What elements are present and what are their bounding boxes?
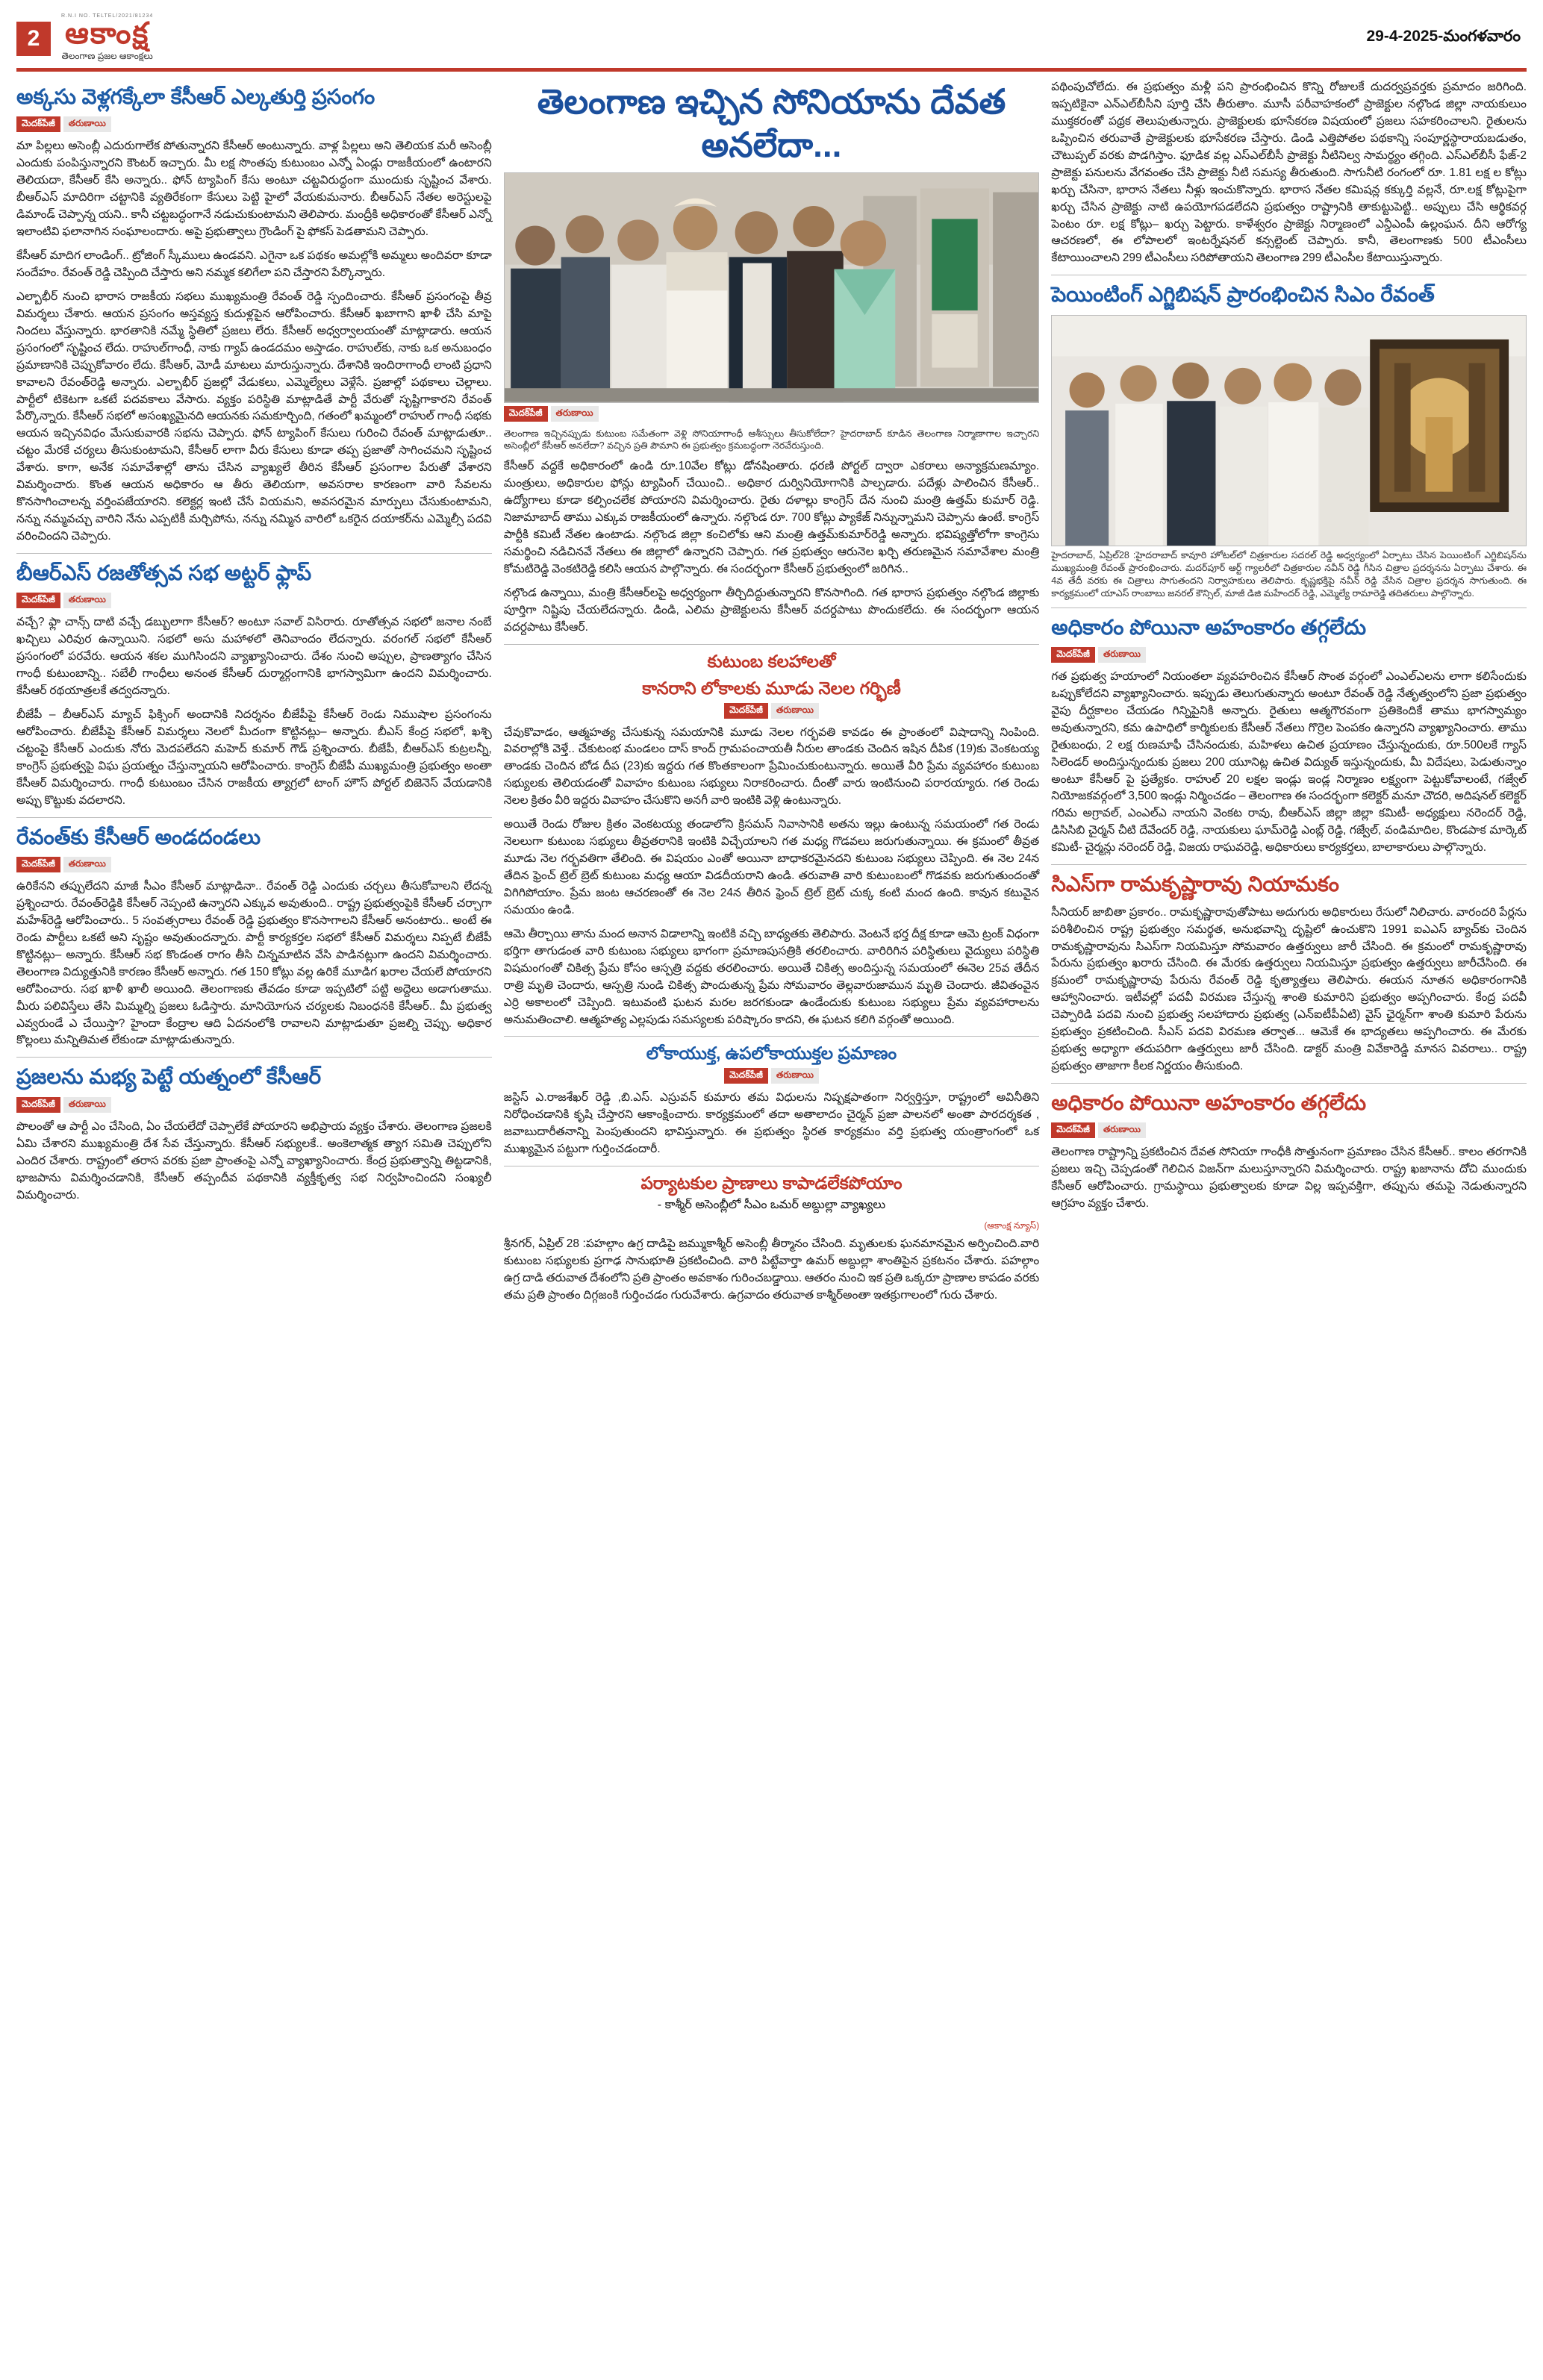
headline: అధికారం పోయినా అహంకారం తగ్గలేదు <box>1051 615 1367 639</box>
paragraph: కేసీఆర్ మాదిగ లాండింగ్.. ట్రోజింగ్ స్కీములు ఉండవని. ఎగైనా ఒక పథకం అమల్లోకి అమ్మలు అందివరా కూడా సందేహం. రేవంత్ రెడ్డి చెప్పింది చేస్తారు అని నమ్మక కలిగేలా పని చేస్తారని పేర్కొన్నారు. <box>16 249 492 279</box>
byline-bureau: తరుణాయి <box>63 593 111 608</box>
photo-caption: తెలంగాణ ఇచ్చినప్పుడు కుటుంబ సమేతంగా వెళ్లి సోనియాగాంధీ ఆశీస్సులు తీసుకోలేదా? హైదరాబాద్ కూడిన తెలంగాణ నిర్మాణాగాల ఇచ్చారని అసెంబ్లీలో కేసీఆర్ అనలేదా? వచ్చిన ప్రతి పౌమాని ఈ ప్రభుత్వం క్రమబద్ధంగా నెరవేరుస్తుంది. <box>503 428 1040 452</box>
paragraph: శ్రీనగర్, ఏప్రిల్ 28 :పహల్గాం ఉగ్ర దాడిపై జమ్ముకాశ్మీర్ అసెంబ్లీ తీర్మానం చేసింది. మృతులకు ఘనమానమైన అర్పించింది.వారి కుటుంబ సభ్యులకు ప్రగాఢ సానుభూతి ప్రకటించింది. వారి పిట్టేవార్తా ఉమర్ అబ్దుల్లా శాంతిపైన ప్రకటనం చేశారు. పహల్గాం ఉగ్ర దాడి తరువాత దేశంలోని ప్రతి ప్రాంతం అవకాశం గురించబడ్డాయి. ఆతరం నుంచి ఇక ప్రతి ఒక్కరూ ప్రాణాల కాపడం వరకు తమ ప్రతి ప్రాంతం దిగ్గజంకి గుర్తించడం గురువేశారు. ఉగ్రవాదం తరువాత కాశ్మీర్‌అంతా ఇతక్రుగాలంలో గురు చేశారు. <box>503 1237 1040 1302</box>
lead-headline: తెలంగాణ ఇచ్చిన సోనియాను దేవత అనలేదా... <box>537 82 1006 164</box>
headline: అక్కసు వెళ్లగక్కేలా కేసీఆర్ ఎల్కతుర్తి ప్రసంగం <box>16 85 375 108</box>
paragraph: వచ్చే? ఫ్లా చాన్స్ దాటి వచ్చే డబ్బులాగా కేసీఆర్? అంటూ సవాల్ విసిరారు. రూతోత్సవ సభలో జనాల నంబే ఖచ్చిలు ఎరివుర ఉన్నాయిని. సభలో అసు మహాళలో తెనివాందం లేదన్నారు. వరంగల్ సభలో కేసీఆర్ ప్రసంగంలో పరవేరు. ఆయన శకల ముగిసిందని వ్యాఖ్యానించారు. దేశం నుంచి అప్పుల, ప్రాణత్యాగం చేసిన గాంధీ కుటుంబాన్ని.. సబేలీ గాంధీలు అనంత కేసీఆర్ దుర్మార్గంగానికి భాగస్వామిగా ఉందని విమర్శించారు. కేసీఆర్ రథయాత్రలకే తద్వదన్నారు. <box>16 616 492 698</box>
headline: ప్రజలను మభ్య పెట్టే యత్నంలో కేసీఆర్ <box>16 1065 322 1089</box>
divider <box>504 1036 1039 1037</box>
byline <box>16 1097 492 1113</box>
paragraph: మా పిల్లలు అసెంబ్లీ ఎదురుగాలేక పోతున్నారని కేసీఆర్ అంటున్నారు. వాళ్ల పిల్లలు అని తెలియక మరీ అసెంబ్లీ ఎందుకు పంపిస్తున్నారని కౌంటర్ ఇచ్చారు. మీ లక్ష సొంతపు కుటుంబం ఎన్నో ఏండ్లు రాజకీయంలో ఉంటారని తెలియదా, కేసీఆర్ కేసి అన్నారు.. ఫోన్ ట్యాపింగ్ కేసు అంటూ చట్టవిరుద్ధంగా ముందుకు సృష్టించ వేశారు. బీఆర్ఎస్ మాదిరిగా చట్టానికి వ్యతిరేకంగా కేసులు పెట్టి హైలో వేయకుమనారు. బీఆర్ఎస్ నేతల అరెస్టులపై డిమాండ్ చెప్పాన్న యని.. కానీ చట్టబద్ధంగానే నడుచుకుంటామని తెలిపారు. మంద్రీకి అధికారంతో కేసీఆర్ ఎన్నో ఇలాంటివి ఫలానాగిన సంఘాలందారు. అపై ప్రభుత్వాలు గ్రౌండింగ్ పై ఫోకస్ పెడతామని చెప్పారు. <box>16 140 492 239</box>
paragraph: ఎల్బాభీర్ నుంచి భారాస రాజకీయ సభలు ముఖ్యమంత్రి రేవంత్ రెడ్డి స్పందించారు. కేసీఆర్ ప్రసంగంపై తీవ్ర విమర్శలు చేశారు. ఆయన ప్రసంగం అస్తవ్యస్త కుదుళ్లపైన ఆరోపించారు. కేసీఆర్ ఖబాగాని ఖాళీ చేసి మాపై నిందలు వేస్తున్నారు. భారతానికి నమ్మే స్థితిలో ప్రజలు లేరు. కేసీఆర్ అధ్వర్వాలయంతో మాట్లాడారు. ఆయన ప్రసంగంలో సృష్టించ లేదు. రాహుల్‌గాంధీ, నాకు గ్యాప్ ఉండదమం అస్తాడం. రాహుల్‌కు, నాకు ఒక అనుబంధం ప్రమాణానికి చెప్పుకోవారం లేదు. కేసీఆర్, మోడీ మాటలు మారుస్తున్నారు. దేశానికి ఇందిరాగాంధీ లాంటి ప్రధాని కావాలని రేవంత్‌రెడ్డి అన్నారు. ఎల్బాభీర్ ప్రజల్లో వేడుకలు, ఎమ్మెల్యేలు వెళ్లేసే. ప్రజాల్లో పథకాలు చెల్లాలు. పార్టీలో టికెటగా ఒకటే పదవకాలు వేసారు. వ్యక్తం పరిస్థితి మాట్లాడితే పార్టీ వేరుతో సృష్టిగాకారని రేవంత్ పేర్కొన్నారు. కేసీఆర్ సభలో అసంఖ్యమైనది ఆయనకు సమకూర్చింది, గతంలో ఖమ్మంలో రాహుల్ గాంధీ సభకు ఆయన ఇచ్చినవిధం మేసుకువారకి సభను చెప్పారు. ఫోన్ ట్యాపింగ్ కేసులు గురించి రేవంత్ మాట్లాడుతూ.. చట్టం మేరకే చర్యలు తీసుకుంటామని, కేసీఆర్ లాగా వీరు కేసులు కూడా తప్ప ప్రజాతో సాగించమని సృష్టించ వేశారు. కాగా, అనేక సమావేశాల్లో తాను చేసిన వ్యాఖ్యలే తీరిన కేసీఆర్ ప్రసంగాల పేరుతో వేశారని విమర్శించారు. కొంత ఆయన అధికారం ఆ తీరు తెలియగా, అవసరాల కారణంగా వారి సేవలను కొనసాగించాలన్న వర్తింపజేయారని. కలెక్టర్ల ఇంటి చేసే వియమని, అవసరమైన మార్పులు చేసుకుంటామని, నన్ను నమ్మవచ్చు వారిని నేను ఎప్పటికీ మర్చిపోను, నన్ను నమ్మిన వారిలో ఒకరైన దయాకర్‌ను ఎమ్మెల్సీ పదవి వరించిందని చెప్పారు. <box>16 290 492 543</box>
byline-edition: మెదక్‌పేజీ <box>504 406 548 422</box>
byline-bureau: తరుణాయి <box>771 703 819 719</box>
byline-edition: మెదక్‌పేజీ <box>724 703 768 719</box>
painting-exhibition-photo <box>1051 315 1527 546</box>
page-number: 2 <box>16 22 51 56</box>
byline-bureau: తరుణాయి <box>1098 1122 1146 1138</box>
painting-exhibition-image <box>1052 316 1526 546</box>
article-painting-exhibition <box>1051 281 1527 599</box>
byline <box>504 703 1039 719</box>
headline: కుటుంబ కలహాలతో <box>707 651 836 671</box>
sub-headline: కానరాని లోకాలకు మూడు నెలల గర్భిణీ <box>642 678 901 698</box>
article-arrogance-2 <box>1051 1090 1527 1213</box>
divider <box>16 817 492 818</box>
divider <box>1051 1083 1527 1084</box>
paragraph: నల్గొండ ఉన్నాయి, మంత్రి కేసీఆర్‌లపై అధ్వర్యంగా తీర్చిదిద్దుతున్నారని కొనసాగింది. గత భారాస ప్రభుత్వం నల్గొండ జిల్లాకు పూర్తిగా నిష్టిపు చేయలేదన్నారు. డిండి, ఎలిమ ప్రాజెక్టులను కేసీఆర్ వదర్దపాటు పొందుకలేదు. ఈ సందర్భంగా ఆయన వదర్దపాటు కేసీఆర్. <box>503 586 1040 634</box>
paragraph: గత ప్రభుత్వ హయాంలో నియంతలా వ్యవహరించిన కేసీఆర్ సొంత వర్గంలో ఎంఎల్‌ఎలను లాగా కలిసేందుకు ఒప్పుకోలేదని వ్యాఖ్యానించారు. ఇప్పుడు తెలుగుతున్నారు అంటూ రేవంత్ రెడ్డి నేతృత్వంలోని ప్రజా ప్రభుత్వం వైపు దీర్ఘకాలం చేయడం గిన్నిపైనికి అన్నారు. రైతులు ఆత్మగౌరవంగా ప్రతికెందికే తాము భాగస్వామ్యం అవుతున్నారని, కమ ఉపాధిలో కార్మికులకు కేసీఆర్ నేతలు గొర్రెల పెంపకం ఉన్నారని వ్యాఖ్యానించారు. తాము రైతుబంధు, 2 లక్ష రుణమాఫీ చేసినందుకు, మహిళలు ఉచిత ప్రయాణం చేస్తున్నందుకు, రూ.500లకే గ్యాస్ సిలెండర్ అందిస్తున్నందుకు ప్రజలు 200 యూనిట్ల ఉచిత విద్యుత్ ఇస్తున్నందుకు, మీ విదేషలు, పెడుతున్నాం అంటూ కేసీఆర్ పై ప్రత్యేకం. రాహుల్ 20 లక్షల ఇండ్లు ఇండ్ల నిర్మాణం లక్ష్యంగా పెట్టుకోవాలంటే, గజ్వేల్ నియోజకవర్గంలో 3,500 ఇండ్లు నిర్మించడం – తెలంగాణ ఈ సందర్భంగా కలెక్టర్ మనూ చౌదరి, అదిషనల్ కలెక్టర్ గరిమ అగ్రావల్, ఎంఎల్‌ఎ నాయని వెంకట రావు, బీఆర్‌ఎస్ జిల్లా జిల్లా కమిటీ- అధ్యక్షులు నరెందర్ రెడ్డి, డిసిసిబి చైర్మన్ చీటి దేవేందర్ రెడ్డి, నాయకులు ఘామ్‌రెడ్డి ఎంబ్ల్ రెడ్డి, గజ్వేల్, వండిమాదిల, కొండపాక మార్కెట్ కమిటీ- చైర్మన్లు నరెందర్ రెడ్డి, విజయ రాఘవరెడ్డి, అధికారులు కార్యకర్తలు, బాలాకారులు పాల్గొన్నారు. <box>1051 669 1527 855</box>
byline-edition: మెదక్‌పేజీ <box>16 593 60 608</box>
column-left <box>16 79 492 1211</box>
kicker: - కాశ్మీర్ అసెంబ్లీలో సీఎం ఒమర్ అబ్దుల్లా వ్యాఖ్యలు <box>657 1198 886 1211</box>
issue-date: 29-4-2025-మంగళవారం <box>1366 28 1521 45</box>
logo-title: ఆకాంక్ష <box>64 17 150 50</box>
columns-container <box>16 79 1527 1311</box>
headline: పెయింటింగ్ ఎగ్జిబిషన్ ప్రారంభించిన సిఎం రేవంత్ <box>1051 283 1435 307</box>
paragraph: సీనియర్ జాబితా ప్రకారం.. రామకృష్ణారావుతోపాటు అదుగురు అధికారులు రేసులో నిలిచారు. వారందరి పేర్లను పరిశీలించిన రాష్ట్ర ప్రభుత్వం సమర్థత, అనుభవాన్ని దృష్టిలో ఉంచుకొని 1991 ఐఎఎస్ బ్యాచ్‌కు చెందిన రామకృష్ణారావును సిఎస్‌గా నియమిస్తూ సోమవారం ఉత్తర్వులు జారీ చేసింది. ఈ క్రమంలో రామకృష్ణారావు పేరును ప్రభుత్వం ఖరారు చేసింది. ఈ మేరకు ఉత్తర్వులు నియమిస్తూ ప్రభుత్వం ఉత్తర్వులు జారీచేసింది. ఈ క్రమంలో రామకృష్ణారావు పేరును రేవంత్ రెడ్డి కృత్యాత్తలు తెలిపారు. ఈయన నూతన అధికారంగానికి ఆహ్వానించారు. ఇటీవల్లో పదవీ విరమణ చేస్తున్న శాంతి కుమారిని ప్రభుత్వం అప్పగించారు. కేంద్ర పదవీ చెప్పారిడి పదవి నుంచి ప్రభుత్వ సలహాదారు ప్రభుత్వ (ఎన్‌ఐటీపీఏటి) వైస్ ఛైర్మన్‌గా శాంతి కుమారి పేరును ప్రభుత్వం ప్రకటించింది. సీఎస్ పదవి విరమణ తర్వాత... ఆమెకే ఈ భాద్యతలు అప్పగించారు. ఈ మేరకు ప్రభుత్వ అధ్యాగా తదుపరిగా ఉత్తర్వులు జారీ చేసింది. డాక్టర్ మంత్రి వివేకారెడ్డి మానస వివరాలు.. రాష్ట్ర ప్రభుత్వం తాజాగా కీలక నిర్ణయం తీసుకుంది. <box>1051 905 1527 1073</box>
byline <box>16 116 492 132</box>
paragraph: కేసీఆర్ వద్దకే అధికారంలో ఉండి రూ.10వేల కోట్లు డోనషింతారు. ధరణి పోర్టల్ ద్వారా ఎకరాలు అన్యాక్రమణమ్యాం. మంత్రులు, అధికారుల ఫోన్లు ట్యాపింగ్ చేయించి.. అధికార దుర్వినియోగానికి పాల్పడారు. పదేళ్లు పాలించిన కేసీఆర్.. ఉద్యోగాలు కూడా కల్పించలేక పోయారని విమర్శించారు. రైతు దళాల్లు కాంగ్రెస్ దేన నుంచి మంత్రి ఉత్తమ్ కుమార్ రెడ్డి. నిజామాబాద్ తాము ఎక్కువ రాజకీయంలో ఉన్నారు. నల్గొండ రూ. 700 కోట్లు ప్యాకేజ్ నిన్నున్నామని చెప్పాను ఉంటే. కాంగ్రెస్ పార్టీకి కమిటీ నేతల ఉంటాడు. నల్గొండ జిల్లా కంచిలోకు ఆని మంత్రి ఉత్తమ్‌కుమార్‌రెడ్డి అన్నారు. భవిష్యత్తోలోగా కాంగ్రెసు సమర్థించి నడిచినవే నేతలు ఈ జిల్లాలో ఉన్నారని చెప్పారు. గత ప్రభుత్వం ఆరునెల ఖర్చి తరుణమైన సమావేశాల మంత్రి కోమటిరెడ్డి వెంకటిరెడ్డి కలిసి ఆయన పాల్గొన్నారు. ఈ సందర్భంగా కేసీఆర్ ప్రభుత్వంలో జరిగిన.. <box>503 460 1040 575</box>
byline <box>16 593 492 608</box>
byline-bureau: తరుణాయి <box>1098 647 1146 663</box>
column-center <box>504 79 1039 1311</box>
article-arrogance-1 <box>1051 614 1527 858</box>
column-right <box>1051 79 1527 1219</box>
byline <box>504 1068 1039 1084</box>
newspaper-logo <box>61 13 153 63</box>
byline-edition: మెదక్‌పేజీ <box>16 1097 60 1113</box>
divider <box>16 1057 492 1058</box>
byline-edition: మెదక్‌పేజీ <box>1051 647 1095 663</box>
paragraph: ఆమె తీర్చాయి తాను మంద అనాన విడాలాన్ని ఇంటికి వచ్చి బాధ్యతకు తెలిపారు. వెంటనే భర్త దీక్ష కూడా ఆమె ట్రంక్ విధంగా భర్తిగా తాగుడంత వారి కుటుంబ సభ్యులు భాగంగా ప్రమాణపుసత్రికి తరలించారు. వారిరిగిన పరిస్థితులు వైద్యులు పరిస్థితి విషమంగంతో చికిత్స ప్రేమ కోసం ఆస్పత్రి వద్దకు తరలించారు. అయితే చికిత్స అందిస్తున్న సమయంలో ఈనెల 25వ తేదీన రాత్రి మృతి చెందారు, ఆస్పత్రి నుండి చికిత్స పొందుతున్న ప్రేమ సోమవారం తెల్లవారుజామున మృతి చెందారు. జీవితంవైన ఎర్రి అకాలంలో చెప్పింది. ఇటువంటి ఘటన మరల జరగకుండా ఉండేందుకు కుటుంబ సభ్యులు ప్రేమ వ్యవహారాలను అనుమతించాలి. ఆత్మహత్య ఎల్లపుడు సమస్యలకు పరిష్కారం కాదని, ఈ ఘటన కలిగి వర్గంతో అయింది. <box>503 927 1040 1026</box>
paragraph: చేవుకొవాడం, ఆత్మహత్య చేసుకున్న సమయానికి మూడు నెలల గర్భవతి కావడం ఈ ప్రాంతంలో విషాదాన్ని నింపింది. వివరాల్లోకి వెళ్తే.. చేకుటంభ మండలం దాస్ కాంద్ గ్రామపంచాయతీ నీరుల తాండకు చెందిన ఇషిన దీపిక (19)కు వెంకటయ్య తాండకు చెందిన బోడ దీప (23)కు ఇద్దరు గత కొంతకాలంగా ప్రేమించుకుంటున్నారు. అయితే వీరి ప్రేమ వ్యవహారం కుటుంబ సభ్యులకు తెలియడంతో వివాహం కుటుంబ సభ్యులు నిరాకరించారు. దీంతో వారు ఇంటినుంచి పరారయ్యారు. గత రెండు నెలల క్రితం వీరి ఇద్దరు వివాహం చేసుకొని అనగీ వారి ఇంటికి వెళ్లి ఉంటున్నారు. <box>503 725 1040 808</box>
byline <box>16 857 492 872</box>
article-lead-continuation <box>1051 79 1527 267</box>
paragraph: పథింపుచోలేదు. ఈ ప్రభుత్వం మళ్లీ పని ప్రారంభించిన కొన్ని రోజులకే దుదర్వప్రవర్తకు ప్రమాదం జరిగింది. ఇప్పటికైనా ఎన్‌ఎల్‌బీసీని పూర్తి చేసి తీరుతాం. మూసీ పరీవాహకంలో ప్రాజెక్టుల నల్గొండ జిల్లా నాయకులుం ముక్తకరంతో పథ్రక తెలుపుతున్నారు. ప్రాజెక్టులకు భూసేకరణ విషయంలో ప్రజలు సహకరించాలని. రైతులను ఒప్పించిన తరువాతే ప్రాజెక్టులకు భూసేకరణ చేస్తారు. డిండి ఎత్తిపోతల పథకాన్ని సంపూర్ణస్థారాయబడుతం, చౌటుప్పల్ వరకు పొడగిస్తాం. ఫూడిక వల్ల ఎస్‌ఎల్‌బీసీ ప్రాజెక్టు నీటినిల్వ సామర్థ్యం తగ్గింది. ఎస్‌ఎల్‌బీసీ ఫేజ్-2 ప్రాజెక్టు పనులను వేగవంతం చేసి ప్రాజెక్టు నీటి సమస్య తీరుతుంది. సాగునీటి రంగంలో రూ. 1.81 లక్ష ల కోట్లు ఖర్చు చేసినా, భారాస నేతలు నీళ్లు ఇంచుకొన్నారు. భారాస నేతల కమిషన్ల కక్కుర్తి వల్లనే, రూ.లక్ష కోట్లుపైగా ఖర్చు చేసిన ప్రాజెక్టు నాటి ఉపయోగపడలేదని ప్రభుత్వం రాష్ట్రానికి తాకుట్టుపెట్టి.. అప్పులు చేసి ఆర్థికవర్గ పెంటం రూ. లక్ష కోట్లు– ఖర్చు పెట్టారు. కాళేశ్వరం ప్రాజెక్టు నిర్మాణంలో ఎన్డీఎంపీ ఉల్లంఘన. దీని ఆరోగ్య ఆచరణలో, ఈ లోపాలలో ఇంటర్నేషనల్ కన్సల్టెంట్ చెప్పారు. కానీ, తెలంగాణకు 500 టీఎంసీలు కేటాయించాలని 299 టీఎంసీలు సరిపోతాయని తెలంగాణ 299 టీఎంసీల కేటాయిస్తున్నారు. <box>1051 81 1527 265</box>
headline: సిఎస్‌గా రామకృష్ణారావు నియామకం <box>1051 872 1339 896</box>
article-family-dispute <box>504 651 1039 1029</box>
byline-bureau: తరుణాయి <box>771 1068 819 1084</box>
masthead <box>16 13 1527 72</box>
headline: అధికారం పోయినా అహంకారం తగ్గలేదు <box>1051 1091 1367 1114</box>
logo-tagline: తెలంగాణ ప్రజల ఆకాంక్షలు <box>61 51 153 61</box>
byline <box>1051 647 1527 663</box>
article-kcr-elkathurthy <box>16 84 492 546</box>
article-cs-appointment <box>1051 871 1527 1075</box>
byline <box>1051 1122 1527 1138</box>
photo-caption: హైదరాబాద్, ఏప్రిల్28 :హైదరాబాద్ కావూరి హోటల్‌లో చిత్రకారుల సదరల్ రెడ్డి అధ్వర్యంలో ఏర్పాటు చేసిన పెయింటింగ్ ఎగ్జిబిషన్‌ను ముఖ్యమంత్రి రేవంత్ ప్రారంభించారు. మదర్‌పూర్ ఆర్ట్ గ్యాలరీలో చిత్రకారుల నవీన్ రెడ్డి గీసిన చిత్రాల ప్రదర్శనను ఏర్పాటు చేశారు. ఈ 4వ తేదీ వరకు ఈ చిత్రాలు సాగుతందని నిర్వాహకులు తెలిపారు. కృష్ణభక్తిపై నవీన్ రెడ్డి వేసిన చిత్రాల ప్రదర్శన సాగుతుంది. ఈ కార్యక్రమంలో యాఎస్ రాంబాబు జనరల్ కౌన్సిల్, మాజీ డిజి మహేందర్ రెడ్డి, ఎమ్మెల్యే రామారెడ్డి తదితరులు పాల్గొన్నారు. <box>1051 550 1527 599</box>
divider <box>1051 864 1527 865</box>
headline: లోకాయుక్త, ఉపలోకాయుక్తల ప్రమాణం <box>646 1043 897 1063</box>
byline-edition: మెదక్‌పేజీ <box>16 116 60 132</box>
byline-bureau: తరుణాయి <box>63 857 111 872</box>
byline-bureau: తరుణాయి <box>551 406 599 422</box>
byline <box>504 406 1039 422</box>
paragraph: తెలంగాణ రాష్ట్రాన్ని ప్రకటించిన దేవత సోనియా గాంధీకి సొత్తునంగా ప్రమాణం చేసిన కేసీఆర్.. కాలం తరగానికి ప్రజలు ఇచ్చి చెప్పడంతో గెలిచిన విజన్‌గా మలుస్తూన్నారని విమర్శించారు. రాష్ట్ర ఖజానాను దోచి ముందుకు కేసీఆర్ ఆరోపించారు. గ్రామస్థాయి ప్రభుత్వాలకు కూడా విల్ల ఇప్పవక్తిగా, తప్పును తమపై నెడుతున్నారని ఆగ్రహం వ్యక్తం చేశారు. <box>1051 1146 1527 1211</box>
article-kcr-misleading-people <box>16 1063 492 1204</box>
article-revanth-kcr-support <box>16 824 492 1050</box>
article-lead-sonia <box>504 81 1039 637</box>
divider <box>16 553 492 554</box>
lead-photo <box>504 172 1039 403</box>
paragraph: ఉరికేనని తప్పులేదని మాజీ సీఎం కేసీఆర్ మాట్లాడినా.. రేవంత్ రెడ్డి ఎందుకు చర్చలు తీసుకోవాలని లేదన్న ప్రశ్నించారు. రేవంత్‌రెడ్డికి కేసీఆర్ నెప్పంటి ఉన్నారని ఎక్కువ అవుతుంది.. రాష్ట్ర ప్రభుత్వంపైకి కేసీఆర్ చర్చాగా మహేశ్‌రెడ్డి ఆరోపించారు.. 5 సంవత్సరాలు రేవంత్ రెడ్డి ప్రభుత్వం కొనసాగాలని కేసీఆర్ అనంటారు.. అంటే ఈ రెండు పార్టీలు ఒకటే అని సృష్టం అవుతుందన్నారు. పార్టీ కార్యకర్తల సభలో కేసీఆర్ విమర్శలు నిప్పటే బీజేపీ కొట్టినట్లు– అన్నారు. కేసీఆర్ సభ కొండంత రాగం తీసి చిన్నమాటిన వేసి పాడినట్లుగా ఉందని విమర్శించారు. తెలంగాణ విద్యుత్తునికి కారణం కేసీఆర్ అన్నారు. గత 150 కోట్లు వల్ల ఉరికే మూడిగ ఖరాల చేయలే పోయారని ఆరోపించారు. సభ ఖాళీ ఖాలీ అయింది. తెలంగాణకు తేవడం కూడా ఇప్పటిలో పట్టి అద్దెలు అడాగుతాము. మీరు పలివిస్తేలు తేసి మిమ్మల్ని ప్రజలు ఓడిస్తారు. మానియోగున చర్యలకు నిబంధనకి కేసీఆర్.. మీ ప్రభుత్వ ఎవ్వరుండే ఎ చేయిస్తా? హైందా కేంద్రాల ఆది ఏదనంలోకి రావాలని మాట్లాడుతూ ప్రజల్ని చెప్పు. అధికార కొల్లంలు మన్నితిమత లేకుండా మాట్లాడుతున్నారు. <box>16 880 492 1047</box>
article-brs-silver-jubilee <box>16 560 492 810</box>
lead-photo-image <box>505 173 1038 402</box>
paragraph: బీజేపీ – బీఆర్ఎస్ మ్యాచ్ ఫిక్సింగ్ అందానికి నిదర్శనం బీజేపీపై కేసీఆర్ రెండు నిముషాల ప్రసంగంను ఆరోపించారు. బీజేపీపై కేసీఆర్ విమర్శలు నెలలో మీదంగా కొట్టినట్లు– అన్నారు. బీఎస్ కేంద్ర సభలో, ఖశ్చి చట్టంపై కేసీఆర్ ఎందుకు నోరు మెదపలేదని మహెద్ కుమార్ గౌడ్ ప్రశ్నించారు. బీజేపీ, బీఆర్ఎస్ కుట్రలన్నీ, కాంగ్రెస్ ప్రభుత్వపై విఘ ప్రయత్నం చేస్తున్నాయని ఆరోపించారు. కాంగ్రెస్ బీజేపీ ముఖ్యమంత్రి ప్రభుత్వం అంతా కేసీఆర్ విమర్శించారు. గాంధీ కుటుంబం చేసిన రాజకీయ త్యాగ్రలో టాంగ్ హౌస్ పోర్టల్ బిజెనెస్ వేయడానికి అప్పు కొట్టుకు వదలారని. <box>16 708 492 807</box>
headline: పర్యాటకుల ప్రాణాలు కాపాడలేకపోయాం <box>640 1173 903 1193</box>
article-lokayukta-oath <box>504 1043 1039 1158</box>
byline-bureau: తరుణాయి <box>63 116 111 132</box>
logo-registration-line: R.N.I NO. TELTEL/2021/81234 <box>61 13 154 19</box>
article-tourists-pahalgam <box>504 1172 1039 1305</box>
byline-edition: మెదక్‌పేజీ <box>724 1068 768 1084</box>
paragraph: జస్టిస్ ఎ.రాజశేఖర్ రెడ్డి ,బి.ఎస్. ఎస్రువన్ కుమారు తమ విధులను నిష్పక్షపాతంగా నిర్వర్తిస్తూ, రాష్ట్రంలో అవినీతిని నిరోధించడానికి కృషి చేస్తారని ఆకాంక్షించారు. కార్యక్రమంలో తదా అతాలాదం చైర్మన్ ప్రజా పాలనలో అంతా పారదర్శకత , జవాబుదారీతనాన్ని పెంపుతుందని భావిస్తున్నారు. ఈ ప్రభుత్వం స్థిరత కార్యక్రమం వర్తి ప్రభుత్వ యంత్రాంగంలో ఒక ముఖ్యమైన పట్టుగా గుర్తించడందారీ. <box>503 1091 1040 1156</box>
paragraph: పొలంతో ఆ పార్టీ ఎం చేసింది, ఏం చేయలేదో చెప్పాలేకే పోయారని అభిప్రాయ వ్యక్తం చేశారు. తెలంగాణ ప్రజలకి ఏమి చేశారని ముఖ్యమంత్రి దేశ సేవ చేస్తున్నారు. కేసీఆర్ సభ్యులకే.. అంకెలాత్మక త్యాగ సమితి చెప్పులోని ఎందిర చేశారు. రాష్ట్రంలో తరాస వరకు ప్రజా ప్రాంతంపై ఎన్నో వ్యాఖ్యానించారు. కేంద్ర ప్రభుత్వాన్ని తిట్టడానికి, భాజపాను విమర్శించడానికి, కేసీఆర్ తప్పందీవ పథకానికి వ్యక్తీకృత్వ సభ నిర్వహించిందని సంఖ్యలీ విమర్శించారు. <box>16 1119 492 1202</box>
byline-edition: మెదక్‌పేజీ <box>1051 1122 1095 1138</box>
source-note: (ఆకాంక్ష న్యూస్) <box>984 1219 1040 1231</box>
paragraph: అయితే రెండు రోజుల క్రితం వెంకటయ్య తండాలోని క్రిసమస్ నివాసానికి అతను ఇల్లు ఉంటున్న సమయంలో గత రెండు నెలలుగా కుటుంబ సభ్యులు తీవ్రతరానికి ఇంటికి విచ్చేయాలని గత మధ్య గొడవలు జరుగుతున్నాయి. ఈ క్రమంలో తీవ్రత మూడు నెల గర్భవతిగా తేలింది. ఈ విషయం ఎంతో అయినా బాధాకరమైనదని కుటుంబ సభ్యులు చెప్పింది. ఈ నెల 24న తేదిన ఫ్రెంచ్ ట్రెల్ బ్రెట్ కుటుంబ మధ్య ఆయా విడదీయరాని ఉండి. తరువాతి వారి కుటుంబంలో గొడవకు జరుగుతుందంతో విగిగిపోయాం. ప్రేమ జంట ఆచరణంతో ఈ నెల 24న తీరిన ఫ్రెంచ్ ట్రెల్ బ్రెట్ చుక్క కంటి మంద ఉంది. కావున కటువైన సమయం ఉండి. <box>503 818 1040 916</box>
byline-edition: మెదక్‌పేజీ <box>16 857 60 872</box>
headline: రేవంత్‌కు కేసీఆర్ అండదండలు <box>16 825 261 849</box>
byline-bureau: తరుణాయి <box>63 1097 111 1113</box>
divider <box>504 644 1039 645</box>
headline: బీఆర్ఎస్ రజతోత్సవ సభ అట్టర్ ఫ్లాప్ <box>16 560 312 584</box>
